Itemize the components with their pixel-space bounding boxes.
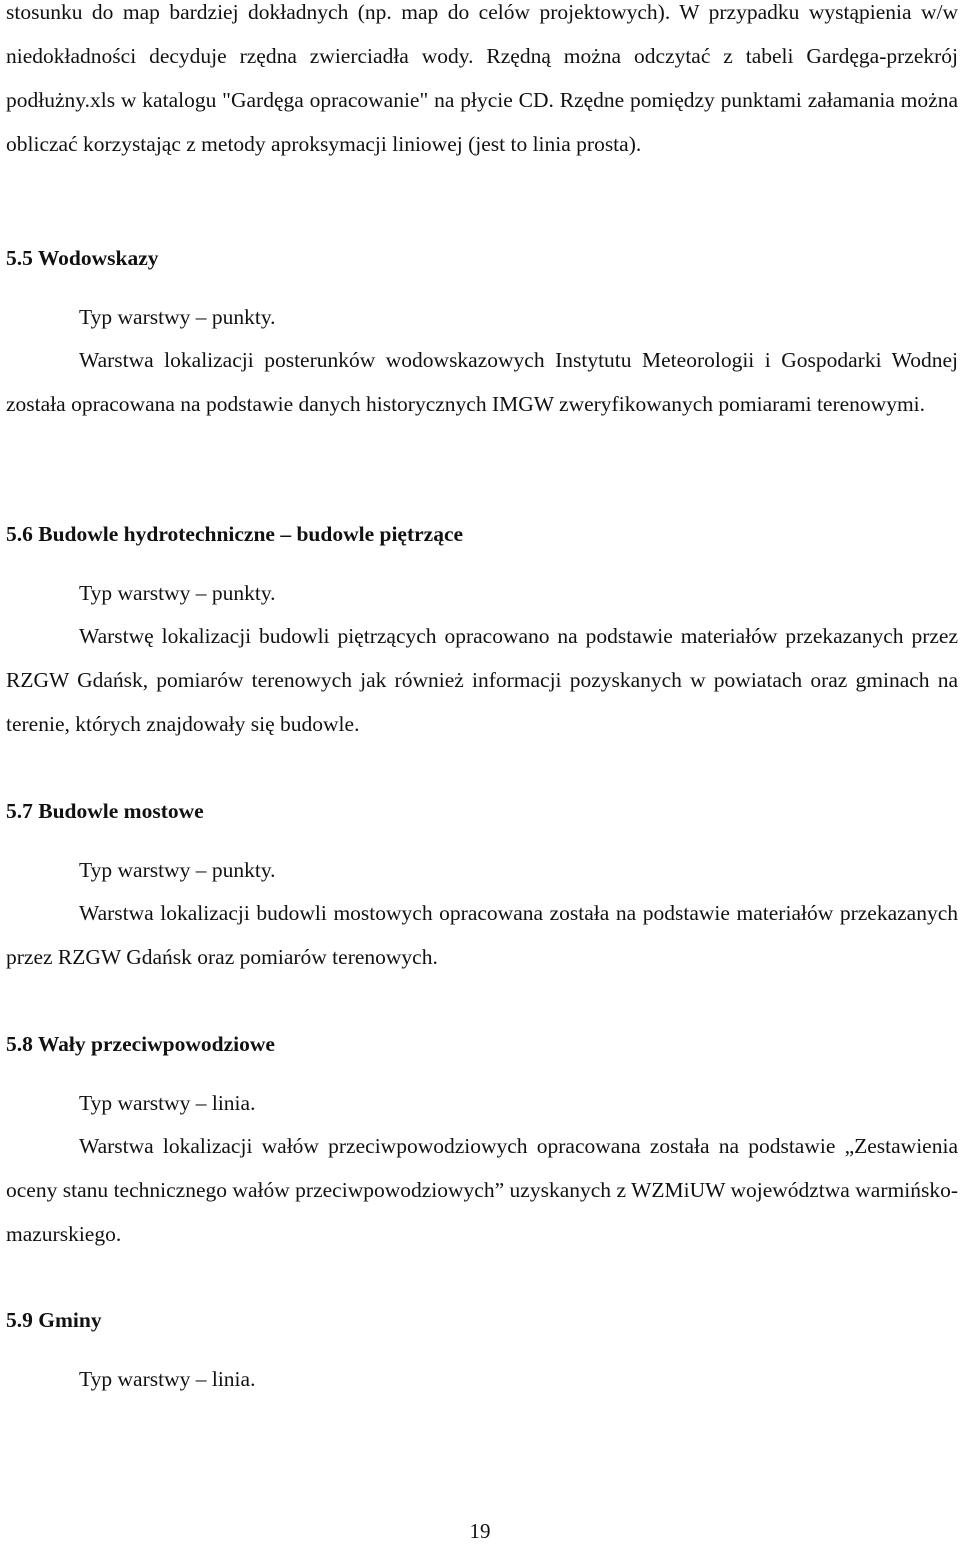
intro-paragraph: stosunku do map bardziej dokładnych (np. map do celów projektowych). W przypadku wystąpienia w/w niedokładności decyduje rzędna zwierciadła wody. Rzędną można odczytać z tabeli Gardęga-przekrój podłużny.xls w katalogu "Gardęga opracowanie" na płycie CD. Rzędne pomiędzy punktami załamania można obliczać korzystając z metody aproksymacji liniowej (jest to linia prosta). bbox=[6, 0, 958, 156]
section-body-5-6: Warstwę lokalizacji budowli piętrzących opracowano na podstawie materiałów przekazanych przez RZGW Gdańsk, pomiarów terenowych jak również informacji pozyskanych w powiatach oraz gminach na terenie, których znajdowały się budowle. bbox=[6, 624, 958, 736]
section-type-5-7: Typ warstwy – punkty. bbox=[79, 858, 276, 882]
section-heading-5-6: 5.6 Budowle hydrotechniczne – budowle piętrzące bbox=[6, 522, 464, 546]
section-body-5-5: Warstwa lokalizacji posterunków wodowskazowych Instytutu Meteorologii i Gospodarki Wodnej została opracowana na podstawie danych historycznych IMGW zweryfikowanych pomiarami terenowymi. bbox=[6, 348, 958, 416]
section-heading-5-7: 5.7 Budowle mostowe bbox=[6, 799, 204, 823]
section-type-5-6: Typ warstwy – punkty. bbox=[79, 581, 276, 605]
section-type-5-9: Typ warstwy – linia. bbox=[79, 1367, 256, 1391]
section-body-5-7: Warstwa lokalizacji budowli mostowych opracowana została na podstawie materiałów przekazanych przez RZGW Gdańsk oraz pomiarów terenowych. bbox=[6, 901, 958, 969]
section-heading-5-9: 5.9 Gminy bbox=[6, 1308, 102, 1332]
page-number: 19 bbox=[469, 1519, 491, 1543]
section-body-5-8: Warstwa lokalizacji wałów przeciwpowodziowych opracowana została na podstawie „Zestawienia oceny stanu technicznego wałów przeciwpowodziowych” uzyskanych z WZMiUW województwa warmińsko-mazurskiego. bbox=[6, 1134, 958, 1246]
section-heading-5-8: 5.8 Wały przeciwpowodziowe bbox=[6, 1032, 275, 1056]
section-heading-5-5: 5.5 Wodowskazy bbox=[6, 246, 159, 270]
section-type-5-5: Typ warstwy – punkty. bbox=[79, 305, 276, 329]
section-type-5-8: Typ warstwy – linia. bbox=[79, 1091, 256, 1115]
